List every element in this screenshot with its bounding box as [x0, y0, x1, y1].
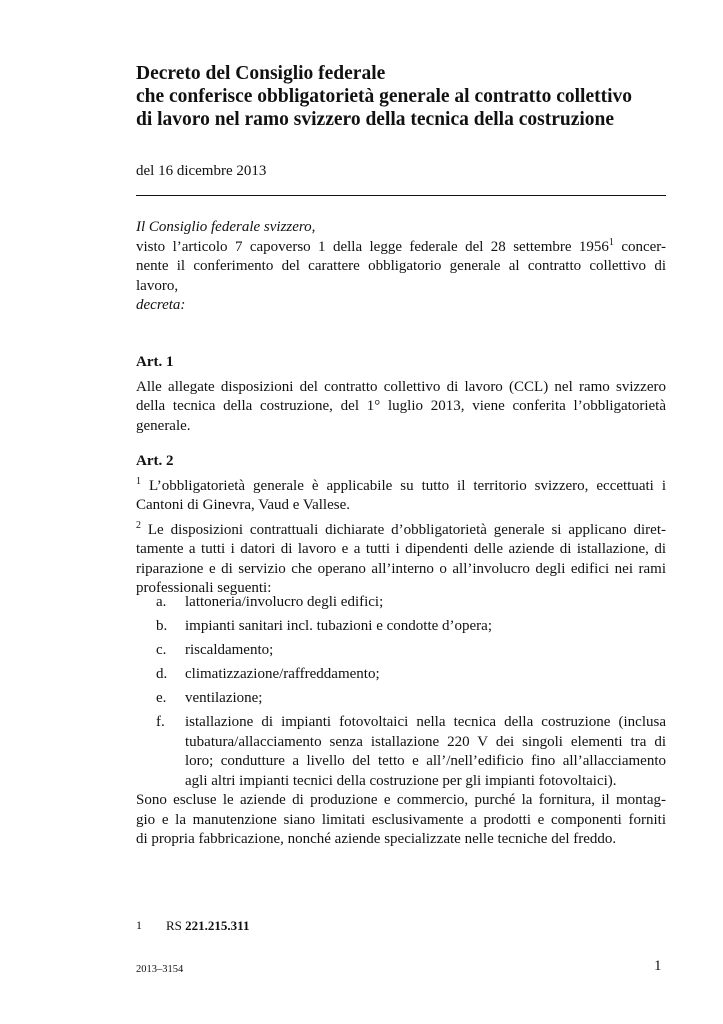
list-item: [156, 713, 666, 791]
paragraph-number: 2: [136, 519, 141, 531]
art1-line-3: generale.: [136, 417, 191, 434]
professions-list: [156, 593, 666, 796]
preamble-authority: Il Consiglio federale svizzero,: [136, 219, 316, 235]
footnote-reference[interactable]: 221.215.311: [185, 918, 250, 933]
list-marker: b.: [156, 618, 168, 634]
list-marker: f.: [156, 714, 165, 730]
list-item-text: loro; condutture a livello del tetto e all’/nell’edificio fino all’allacciamento: [185, 753, 666, 769]
list-item-text: ventilazione;: [185, 690, 263, 706]
closing-line-2: gio e la manutenzione siano limitati esclusivamente a prodotti e componenti forniti: [136, 811, 666, 828]
art2-p2-line-2: tamente a tutti i datori di lavoro e a tutti i dipendenti delle aziende di istallazione, di: [136, 541, 666, 557]
preamble-decreta: decreta:: [136, 297, 186, 313]
list-item-text: agli altri impianti tecnici della costruzione per gli impianti fotovoltaici).: [185, 772, 617, 789]
list-marker: c.: [156, 642, 167, 658]
list-marker: d.: [156, 666, 168, 682]
list-item-text: climatizzazione/raffreddamento;: [185, 666, 380, 682]
list-item-text: istallazione di impianti fotovoltaici nella tecnica della costruzione (inclusa: [185, 714, 666, 730]
art2-p1-line-2: Cantoni di Ginevra, Vaud e Vallese.: [136, 497, 350, 513]
list-marker: e.: [156, 690, 167, 706]
footnote-text: RS 221.215.311: [166, 918, 250, 933]
article-1-heading: Art. 1: [136, 354, 174, 370]
paragraph-number: 1: [136, 475, 141, 487]
header-divider: [136, 195, 666, 196]
visto-line-3: lavoro,: [136, 277, 179, 294]
list-item: [156, 617, 666, 637]
list-marker: a.: [156, 594, 167, 610]
list-item-text: tubatura/allacciamento senza istallazione 220 V dei singoli elementi tra di: [185, 733, 666, 750]
list-item-text: riscaldamento;: [185, 642, 274, 658]
document-number: 2013–3154: [136, 964, 184, 975]
visto-line-1: visto l’articolo 7 capoverso 1 della legge federale del 28 settembre 1956$^1$ concer-: [136, 236, 666, 255]
list-item: [156, 689, 666, 709]
page-title: [136, 62, 676, 131]
title-line-2: che conferisce obbligatorietà generale al contratto collettivo: [136, 86, 633, 107]
footnote-number: 1: [136, 918, 142, 932]
closing-line-3: di propria fabbricazione, nonché aziende specializzate nelle tecniche del freddo.: [136, 831, 617, 847]
list-item: [156, 665, 666, 685]
list-item-text: impianti sanitari incl. tubazioni e condotte d’opera;: [185, 618, 492, 634]
art2-p2-line-4: professionali seguenti:: [136, 580, 272, 596]
exclusions-paragraph: [136, 791, 666, 850]
title-line-1: Decreto del Consiglio federale: [136, 63, 386, 84]
preamble: [136, 218, 666, 316]
art1-line-1: Alle allegate disposizioni del contratto collettivo di lavoro (CCL) nel ramo svizzero: [136, 378, 666, 395]
list-item: [156, 641, 666, 661]
decree-date: del 16 dicembre 2013: [136, 163, 267, 179]
art2-p2-line-1: $^2$ Le disposizioni contrattuali dichiarate d’obbligatorietà generale si applicano diret-: [136, 519, 666, 538]
title-line-3: di lavoro nel ramo svizzero della tecnica della costruzione: [136, 109, 615, 130]
article-2: [136, 452, 666, 599]
art1-line-2: della tecnica della costruzione, del 1° luglio 2013, viene conferita l’obbligatorietà: [136, 398, 666, 414]
article-2-heading: Art. 2: [136, 453, 174, 469]
closing-line-1: Sono escluse le aziende di produzione e commercio, purché la fornitura, il montag-: [136, 792, 666, 808]
footnote-ref[interactable]: 1: [608, 236, 614, 248]
list-item: [156, 593, 666, 613]
article-1: [136, 353, 666, 436]
article-2-para-2: [136, 521, 666, 599]
article-2-para-1: [136, 477, 666, 516]
art2-p2-line-3: riparazione e di servizio che operano all’interno o all’involucro degli edifici nei rami: [136, 560, 666, 577]
preamble-visto: [136, 238, 666, 297]
list-item-text: lattoneria/involucro degli edifici;: [185, 594, 384, 610]
visto-line-2: nente il conferimento del carattere obbligatorio generale al contratto collettivo di: [136, 258, 666, 274]
art2-p1-line-1: $^1$ L’obbligatorietà generale è applicabile su tutto il territorio svizzero, eccettuati i: [136, 475, 666, 494]
article-1-text: [136, 378, 666, 437]
page-number: 1: [654, 958, 662, 974]
